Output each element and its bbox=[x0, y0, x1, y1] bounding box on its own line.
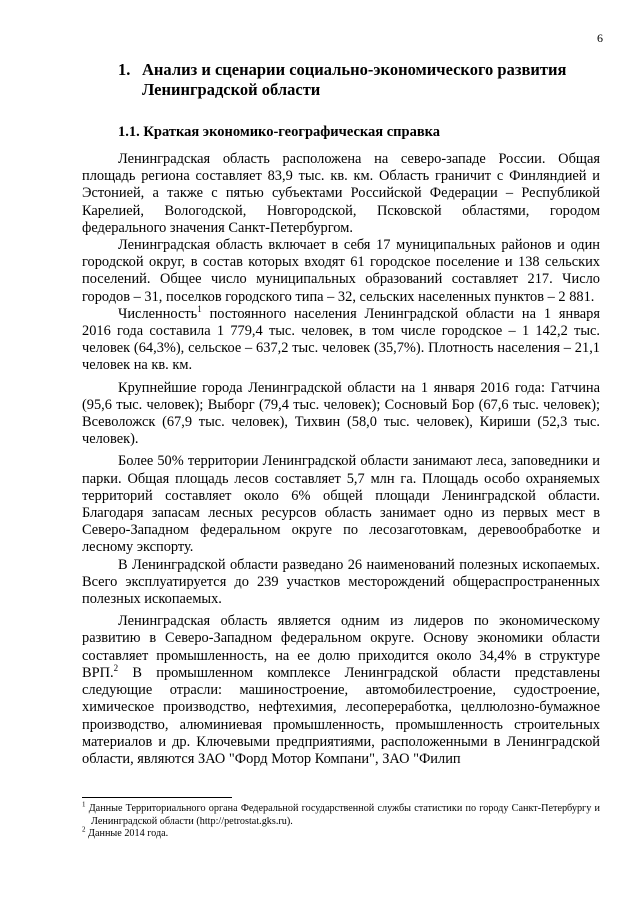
paragraph-economy-rest: В промышленном комплексе Ленинградской области представлены следующие отрасли: машиностроение, автомобилестроение, судостроение, химическое производство, нефтехимия, лесопереработка, целлюлозно-бумажное производство, алюминиевая промышленность, промышленность строительных материалов и др. Ключевыми предприятиями, расположенными в Ленинградской области, являются ЗАО "Форд Мотор Компани", ЗАО "Филип bbox=[82, 664, 600, 767]
paragraph-population-start: Численность bbox=[118, 305, 198, 322]
footnote-1-marker: 1 bbox=[82, 800, 86, 809]
chapter-title-line1: Анализ и сценарии социально-экономического развития bbox=[142, 60, 567, 79]
paragraph-population bbox=[82, 306, 600, 375]
footnotes bbox=[82, 800, 600, 841]
footnote-divider bbox=[82, 797, 232, 798]
footnote-2-text: Данные 2014 года. bbox=[85, 828, 169, 839]
paragraph-economy-start: Ленинградская область является одним из лидеров по экономическому развитию в Северо-Западном федеральном округе. Основу экономики области составляет промышленность, на ее долю приходится около 34,4% в структуре ВРП. bbox=[82, 613, 600, 681]
chapter-title-line2: Ленинградской области bbox=[142, 80, 321, 99]
paragraph-economy bbox=[82, 613, 600, 768]
footnote-1 bbox=[82, 800, 600, 828]
paragraph-municipalities: Ленинградская область включает в себя 17 муниципальных районов и один городской округ, в состав которых входят 61 городское поселение и 138 сельских поселений. Общее число муниципальных образований составляет 217. Число городов – 31, поселков городского типа – 32, сельских населенных пунктов – 2 881. bbox=[82, 237, 600, 305]
paragraph-population-rest: постоянного населения Ленинградской области на 1 января 2016 года составила 1 779,4 тыс. человек, в том числе городское – 1 142,2 тыс. человек (64,3%), сельское – 637,2 тыс. человек (35,7%). Плотность населения – 21,1 человек на кв. км. bbox=[82, 305, 600, 374]
footnote-2 bbox=[82, 825, 600, 841]
paragraph-cities: Крупнейшие города Ленинградской области на 1 января 2016 года: Гатчина (95,6 тыс. человек); Выборг (79,4 тыс. человек); Сосновый Бор (67,6 тыс. человек); Всеволожск (67,9 тыс. человек), Тихвин (58,0 тыс. человек), Кириши (52,3 тыс. человек). bbox=[82, 379, 600, 448]
footnote-ref-2: 2 bbox=[113, 663, 119, 674]
chapter-title bbox=[118, 60, 588, 100]
footnote-2-marker: 2 bbox=[82, 825, 86, 834]
footnote-1-text: Данные Территориального органа Федеральной государственной службы статистики по городу Санкт-Петербургу и Ленинградской области (http://petrostat.gks.ru). bbox=[85, 803, 600, 827]
body-text bbox=[82, 151, 600, 768]
chapter-number: 1. bbox=[118, 60, 131, 79]
paragraph-forests: Более 50% территории Ленинградской области занимают леса, заповедники и парки. Общая площадь лесов составляет 5,7 млн га. Площадь особо охраняемых территорий составляет около 6% общей площади Ленинградской области. Благодаря запасам лесных ресурсов область занимает одно из первых мест в Северо-Западном федеральном округе по лесозаготовкам, деревообработке и лесному экспорту. bbox=[82, 453, 600, 556]
section-title: 1.1. Краткая экономико-географическая справка bbox=[118, 124, 441, 140]
footnote-ref-1: 1 bbox=[197, 304, 202, 315]
paragraph-location: Ленинградская область расположена на северо-западе России. Общая площадь региона составляет 83,9 тыс. кв. км. Область граничит с Финляндией и Эстонией, а также с пятью субъектами Российской Федерации – Республикой Карелией, Вологодской, Новгородской, Псковской областями, городом федерального значения Санкт-Петербургом. bbox=[82, 151, 600, 236]
page-number: 6 bbox=[597, 31, 603, 45]
paragraph-minerals: В Ленинградской области разведано 26 наименований полезных ископаемых. Всего эксплуатируется до 239 участков месторождений общераспространенных полезных ископаемых. bbox=[82, 556, 600, 608]
